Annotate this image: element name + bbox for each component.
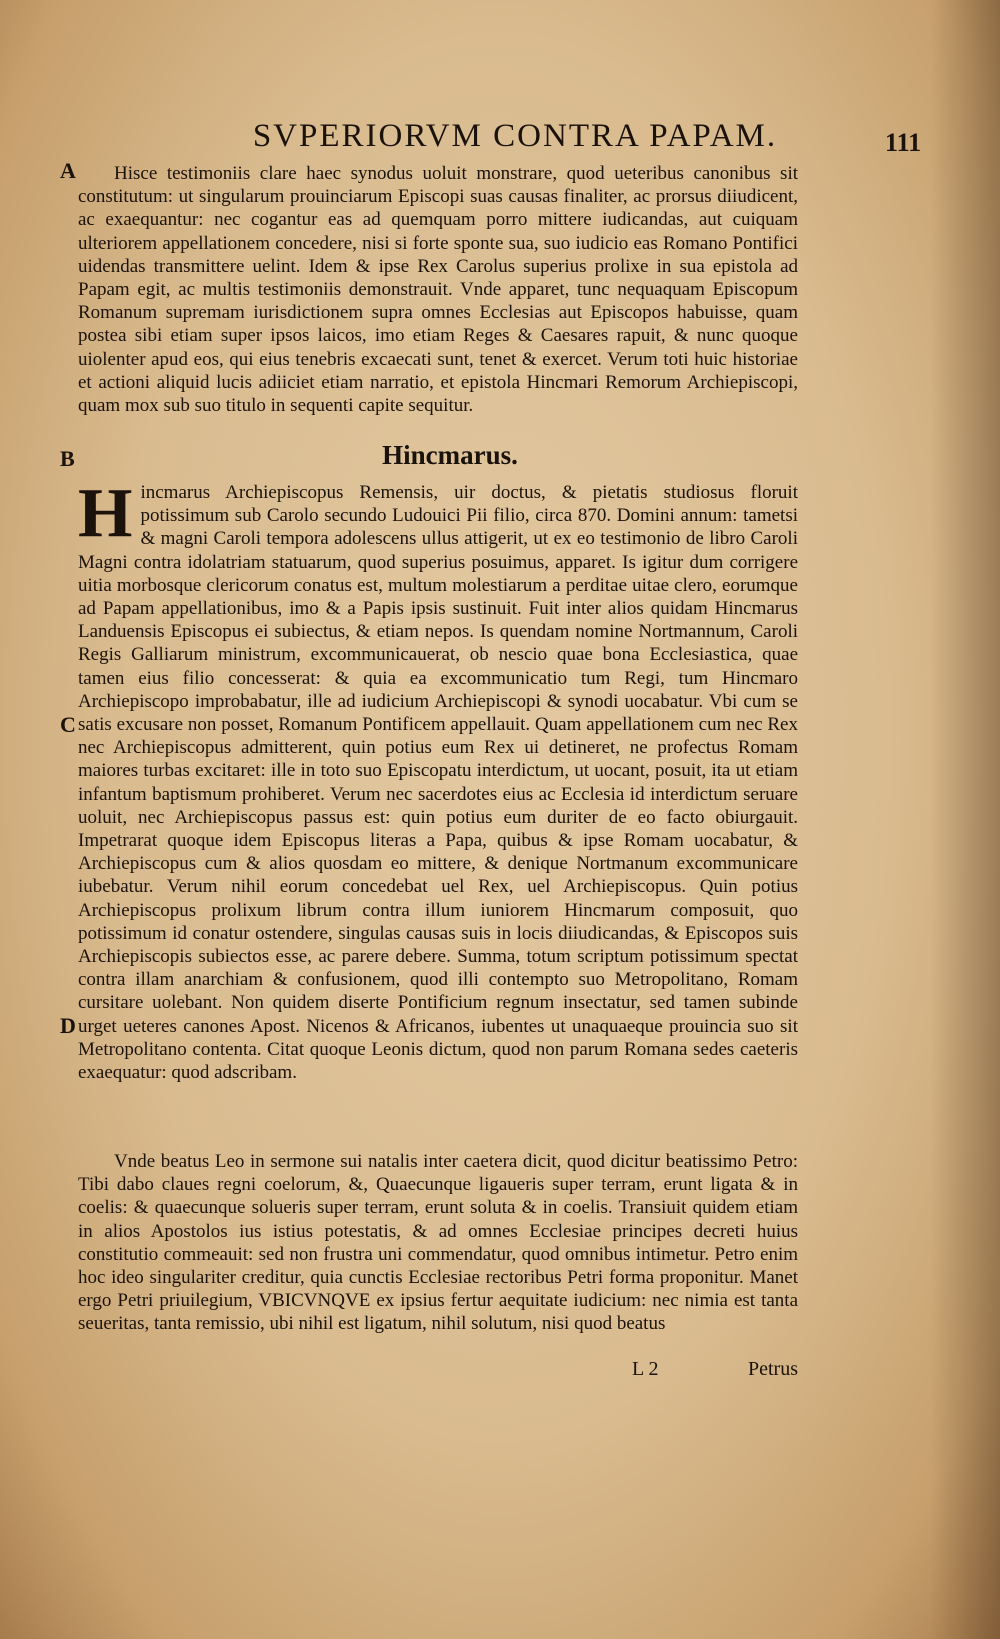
margin-letter-d: D [60,1013,76,1038]
section-heading: Hincmarus. [382,440,518,470]
folio-number: 111 [885,128,922,157]
margin-letter-b: B [60,446,75,471]
signature-mark: L 2 [632,1358,659,1380]
paragraph-1: Hisce testimoniis clare haec synodus uoluit monstrare, quod ueteribus canonibus sit constitutum: ut singularum prouinciarum Episcopi suas causas finaliter, ac prorsus diiudicent, ac exaequantur: nec cogantur eas ad quemquam porro mittere iudicandas, aut cuiquam ulteriorem appellationem concedere, nisi si forte sponte sua, suo iudicio eas Romano Pontifici uidendas transmittere uelint. Idem & ipse Rex Carolus superius prolixe in sua epistola ad Papam egit, ac multis testimoniis demonstrauit. Vnde apparet, tunc nequaquam Episcopum Romanum supremam iurisdictionem supra omnes Ecclesias aut Episcopos habuisse, quam postea sibi etiam super ipsos laicos, imo etiam Reges & Caesares rapuit, & nunc quoque uiolenter apud eos, qui eius tenebris excaecati sunt, tenet & exercet. Verum toti huic historiae et actioni aliquid lucis adiiciet etiam narratio, et epistola Hincmari Remorum Archiepiscopi, quam mox sub suo titulo in sequenti capite sequitur. [78,163,798,417]
paragraph-3: Vnde beatus Leo in sermone sui natalis inter caetera dicit, quod dicitur beatissimo Petro: Tibi dabo claues regni coelorum, &, Quaecunque ligaueris super terram, erunt ligata & in coelis: & quaecunque solueris super terram, erunt soluta & in coelis. Transiuit quidem etiam in alios Apostolos ius istius potestatis, & ad omnes Ecclesiae principes decreti huius constitutio commeauit: sed non frustra uni commendatur, quod omnibus intimetur. Petro enim hoc ideo singulariter creditur, quia cunctis Ecclesiae rectoribus Petri forma proponitur. Manet ergo Petri priuilegium, VBICVNQVE ex ipsius fertur aequitate iudicium: nec nimia est tanta seueritas, tanta remissio, ubi nihil est ligatum, nihil solutum, nisi quod beatus [78,1151,798,1335]
margin-letter-c: C [60,712,76,737]
running-head: SVPERIORVM CONTRA PAPAM. [252,118,778,154]
catchword: Petrus [748,1358,798,1380]
margin-letter-a: A [60,158,76,183]
page-edge-shadow [930,0,1000,1639]
paragraph-2-block [78,475,798,1084]
drop-capital: H [78,475,133,552]
paragraph-2: incmarus Archiepiscopus Remensis, uir doctus, & pietatis studiosus floruit potissimum sub Carolo secundo Ludouici Pii filio, circa 870. Domini annum: tametsi & magni Caroli tempora adolescens ullus attigerit, ut ex eo testimonio de libro Caroli Magni contra idolatriam statuarum, quod superius posuimus, apparet. Is igitur dum corrigere uitia morbosque clericorum conatus est, multum molestiarum a perditae uitae clero, eorumque ad Papam appellationibus, imo & a Papis ipsis sustinuit. Fuit inter alios quidam Hincmarus Landuensis Episcopus ei subiectus, & etiam nepos. Is quendam nomine Nortmannum, Caroli Regis Galliarum ministrum, excommunicauerat, ob nescio quae bona Ecclesiastica, quae tamen eius filio concesserat: & quia ea excommunicatio tum Regi, tum Hincmaro Archiepiscopo improbabatur, ille ad iudicium Archiepiscopi & synodi uocabatur. Vbi cum se satis excusare non posset, Romanum Pontificem appellauit. Quam appellationem cum nec Rex nec Archiepiscopus admitterent, quin potius eum Rex ui detineret, ne profectus Romam maiores turbas excitaret: ille in toto suo Episcopatu interdictum, ut uocant, posuit, ita ut etiam infantum baptismum prohiberet. Verum nec sacerdotes eius ac Ecclesia id interdictum seruare uoluit, nec Archiepiscopus passus est: quin potius eum duriter de eo facto obiurgauit. Impetrarat quoque idem Episcopus literas a Papa, quibus & ipse Romam uocabatur, & Archiepiscopus cum & alios quosdam eo mittere, & denique Nortmanum excommunicare iubebatur. Verum nihil eorum concedebat uel Rex, uel Archiepiscopus. Quin potius Archiepiscopus prolixum librum contra illum iuniorem Hincmarum composuit, quo potissimum id conatur ostendere, singulas causas suis in locis diiudicandas, & Episcopos suis Archiepiscopis subiectos esse, ac parere debere. Summa, totum scriptum potissimum spectat contra illam anarchiam & confusionem, quod illi contempto suo Metropolitano, Romam cursitare uolebant. Non quidem diserte Pontificium regnum insectatur, sed tamen subinde urget ueteres canones Apost. Nicenos & Africanos, iubentes ut unaquaeque prouincia suo sit Metropolitano contenta. Citat quoque Leonis dictum, quod non parum Romana sedes caeteris exaequatur: quod adscribam. [78,482,798,1084]
